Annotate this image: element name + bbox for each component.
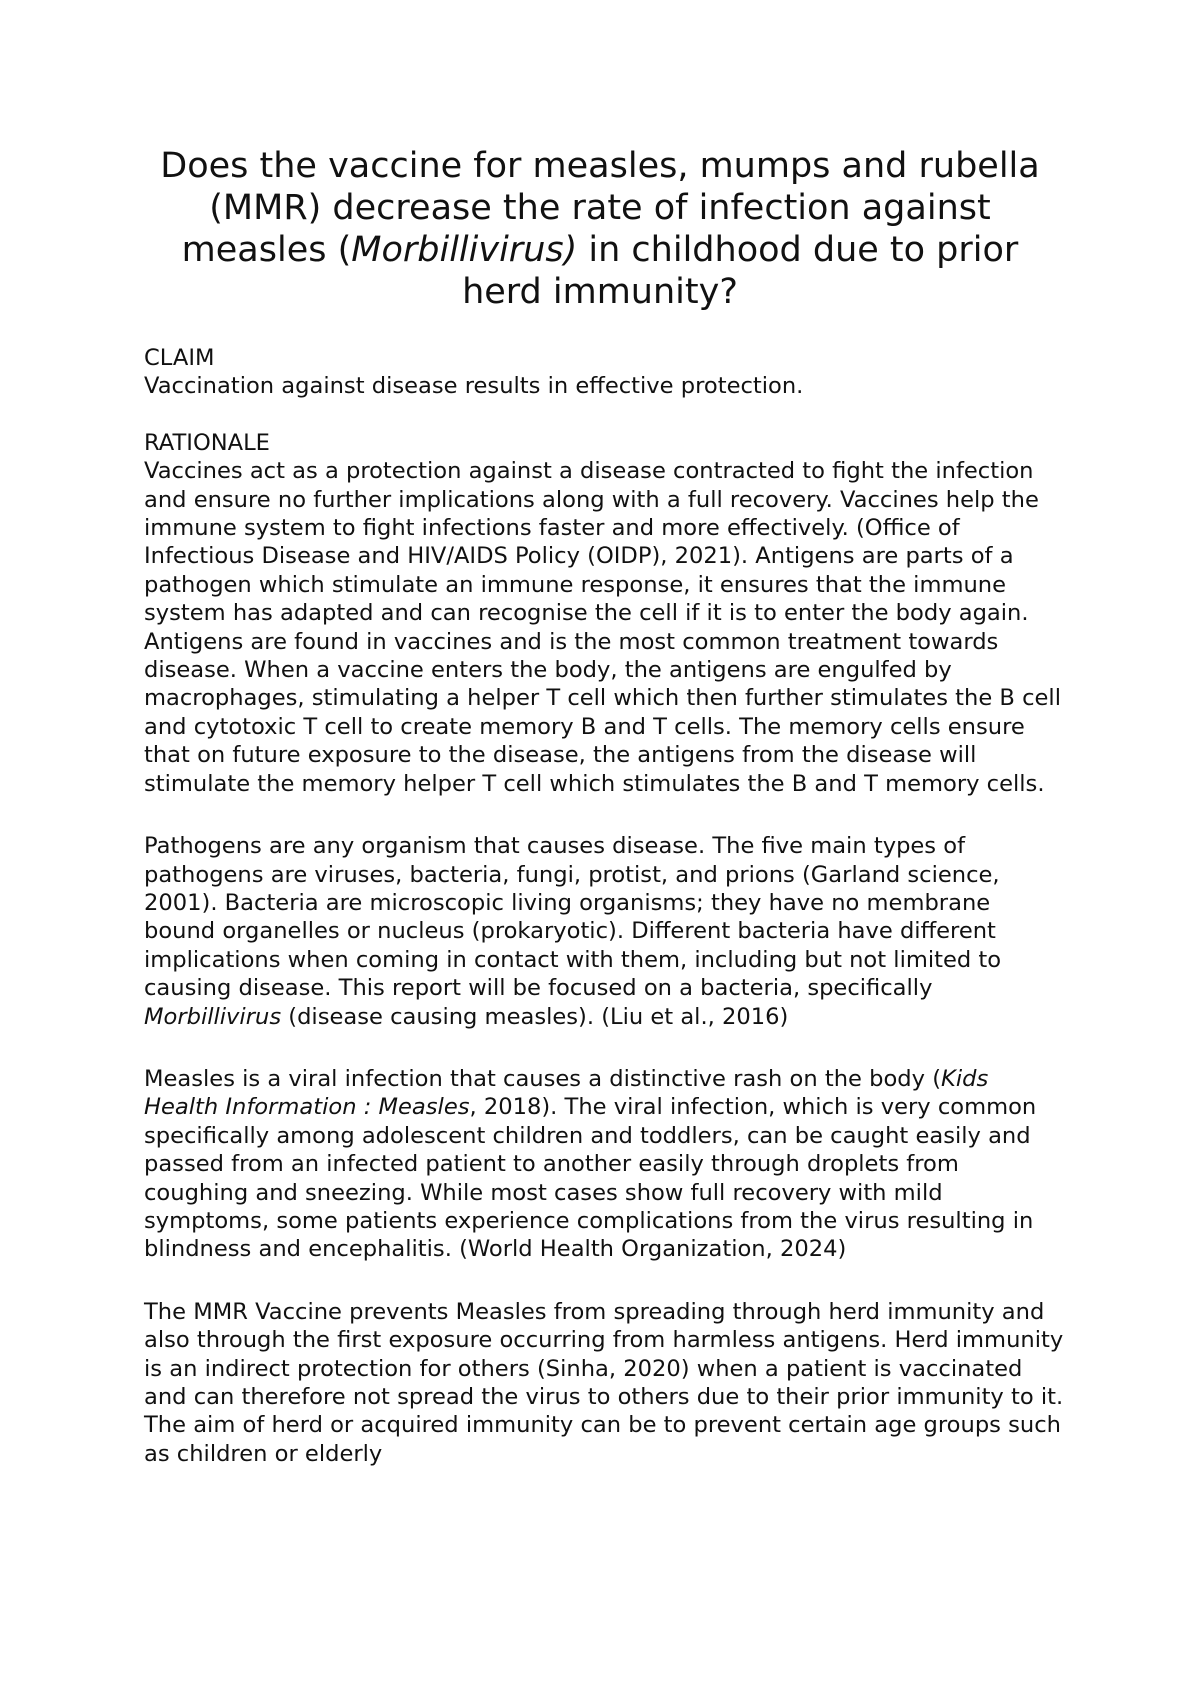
title-text-part1: Does the vaccine for measles, mumps and rubella (MMR) decrease the rate of infection against measles ( [160,146,1040,270]
page-title [150,145,1050,313]
rationale-paragraph-4: The MMR Vaccine prevents Measles from spreading through herd immunity and also through the first exposure occurring from harmless antigens. Herd immunity is an indirect protection for others (Sinha, 2020) when a patient is vaccinated and can therefore not spread the virus to others due to their prior immunity to it. The aim of herd or acquired immunity can be to prevent certain age groups such as children or elderly [144,1298,1064,1467]
paragraph-3-text-b: , 2018). The viral infection, which is very common specifically among adolescent children and toddlers, can be caught easily and passed from an infected patient to another easily through droplets from coughing and sneezing. While most cases show full recovery with mild symptoms, some patients experience complications from the virus resulting in blindness and encephalitis. (World Health Organization, 2024) [144,1094,1037,1263]
paragraph-3-italic: Kids Health Information : Measles [144,1065,989,1121]
rationale-paragraph-3 [144,1065,1064,1264]
paragraph-2-italic: Morbillivirus [144,1003,282,1030]
paragraph-2-text-b: (disease causing measles). (Liu et al., 2016) [281,1003,789,1030]
claim-section [144,344,1064,401]
document-body [144,344,1064,1468]
title-text-part2: in childhood due to prior herd immunity? [462,230,1019,312]
claim-text: Vaccination against disease results in effective protection. [144,373,804,400]
rationale-section [144,429,1064,1468]
claim-heading: CLAIM [144,345,215,371]
rationale-heading: RATIONALE [144,429,270,456]
rationale-paragraph-2 [144,832,1064,1031]
paragraph-2-text-a: Pathogens are any organism that causes disease. The five main types of pathogens are viruses, bacteria, fungi, protist, and prions (Garland science, 2001). Bacteria are microscopic living organisms; they have no membrane bound organelles or nucleus (prokaryotic). Different bacteria have different implications when coming in contact with them, including but not limited to causing disease. This report will be focused on a bacteria, specifically [144,833,1002,1002]
paragraph-3-text-a: Measles is a viral infection that causes a distinctive rash on the body ( [144,1065,942,1092]
title-italic-term: Morbillivirus) [351,230,578,270]
rationale-paragraph-1: Vaccines act as a protection against a disease contracted to fight the infection and ensure no further implications along with a full recovery. Vaccines help the immune system to fight infections faster and more effectively. (Office of Infectious Disease and HIV/AIDS Policy (OIDP), 2021). Antigens are parts of a pathogen which stimulate an immune response, it ensures that the immune system has adapted and can recognise the cell if it is to enter the body again. Antigens are found in vaccines and is the most common treatment towards disease. When a vaccine enters the body, the antigens are engulfed by macrophages, stimulating a helper T cell which then further stimulates the B cell and cytotoxic T cell to create memory B and T cells. The memory cells ensure that on future exposure to the disease, the antigens from the disease will stimulate the memory helper T cell which stimulates the B and T memory cells. [144,458,1061,797]
